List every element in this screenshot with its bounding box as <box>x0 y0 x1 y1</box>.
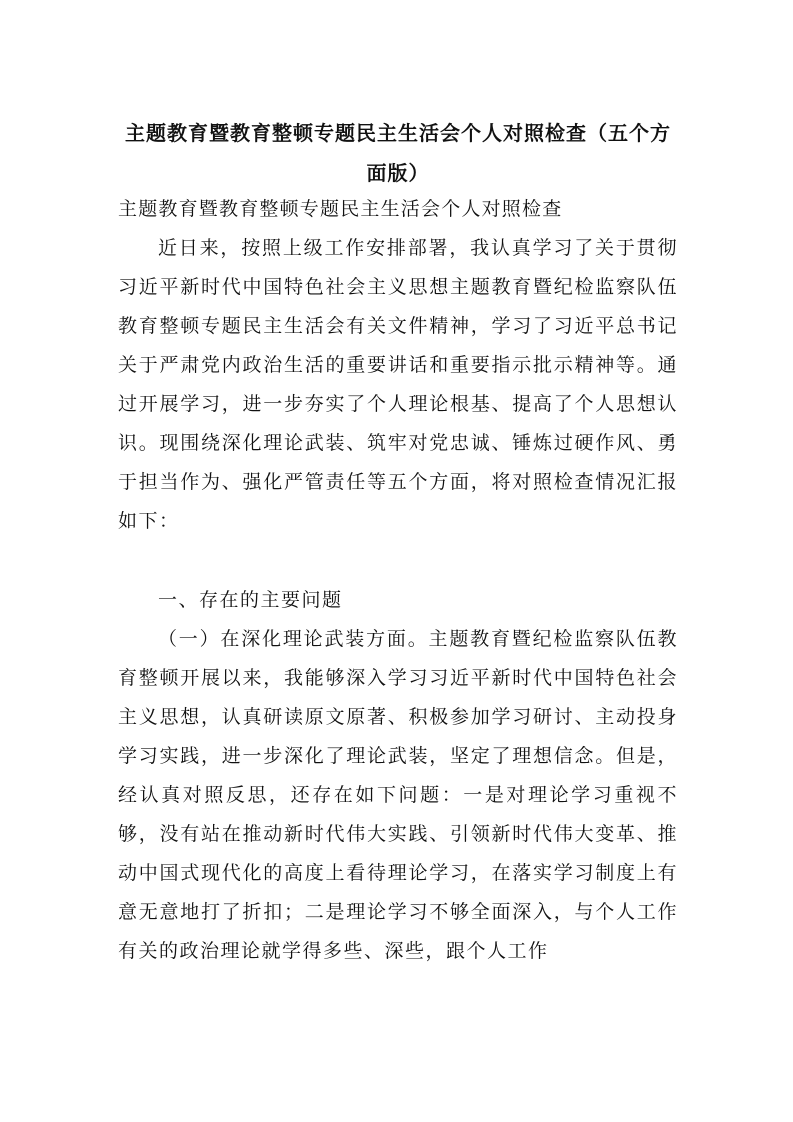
section-heading: 一、存在的主要问题 <box>158 589 343 611</box>
intro-paragraph: 近日来，按照上级工作安排部署，我认真学习了关于贯彻习近平新时代中国特色社会主义思想主题教育暨纪检监察队伍教育整顿专题民主生活会有关文件精神，学习了习近平总书记关于严肃党内政治生活的重要讲话和重要指示批示精神等。通过开展学习，进一步夯实了个人理论根基、提高了个人思想认识。现围绕深化理论武装、筑牢对党忠诚、锤炼过硬作风、勇于担当作为、强化严管责任等五个方面，将对照检查情况汇报如下： <box>118 237 678 532</box>
document-title-line1: 主题教育暨教育整顿专题民主生活会个人对照检查（五个方 <box>125 121 671 145</box>
document-title-line2: 面版） <box>366 161 430 185</box>
theory-paragraph: （一）在深化理论武装方面。主题教育暨纪检监察队伍教育整顿开展以来，我能够深入学习习近平新时代中国特色社会主义思想，认真研读原文原著、积极参加学习研讨、主动投身学习实践，进一步深化了理论武装，坚定了理想信念。但是，经认真对照反思，还存在如下问题：一是对理论学习重视不够，没有站在推动新时代伟大实践、引领新时代伟大变革、推动中国式现代化的高度上看待理论学习，在落实学习制度上有意无意地打了折扣；二是理论学习不够全面深入，与个人工作有关的政治理论就学得多些、深些，跟个人工作 <box>118 628 678 962</box>
document-subtitle: 主题教育暨教育整顿专题民主生活会个人对照检查 <box>118 198 563 220</box>
document-title <box>118 113 678 193</box>
